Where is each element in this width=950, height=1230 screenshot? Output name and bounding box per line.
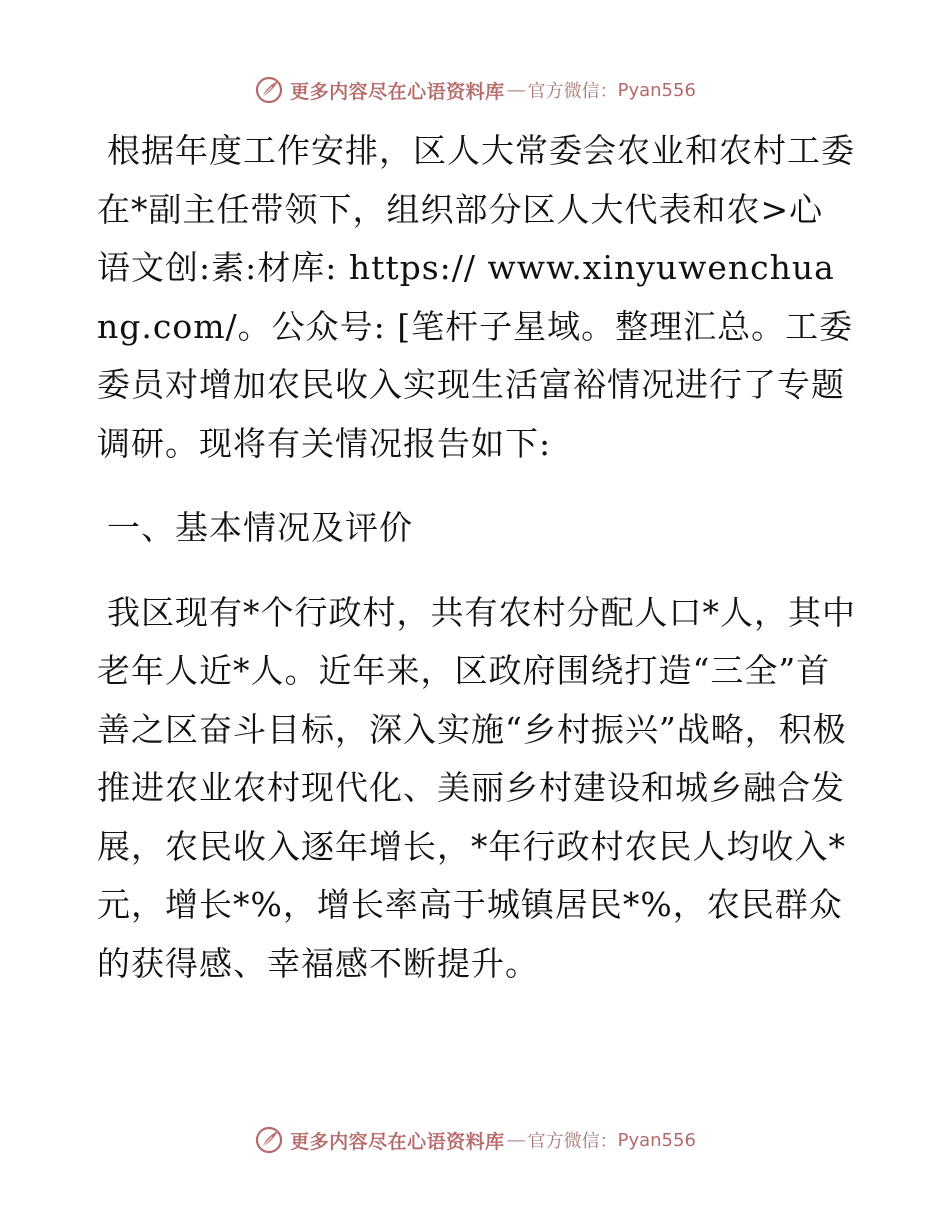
watermark-text: 更多内容尽在心语资料库 xyxy=(290,1130,505,1153)
watermark-separator: — xyxy=(506,1129,526,1151)
watermark-label: 官方微信： xyxy=(527,81,618,102)
feather-pen-circle-icon xyxy=(254,75,284,105)
watermark-account: Pyan556 xyxy=(617,79,696,101)
paragraph-intro: 根据年度工作安排，区人大常委会农业和农村工委在*副主任带领下，组织部分区人大代表和农>心语文创:素:材库: https:// www.xinyuwenchuang.com/。公众号: [笔杆子星域。整理汇总。工委委员对增加农民收入实现生活富裕情况进行了专题调研。现将有关情况报告如下: xyxy=(97,131,855,463)
watermark-label: 官方微信： xyxy=(527,1131,618,1152)
footer-watermark xyxy=(0,1120,950,1160)
paragraph-basic-situation: 我区现有*个行政村，共有农村分配人口*人，其中老年人近*人。近年来，区政府围绕打造“三全”首善之区奋斗目标，深入实施“乡村振兴”战略，积极推进农业农村现代化、美丽乡村建设和城乡融合发展，农民收入逐年增长，*年行政村农民人均收入*元，增长*%，增长率高于城镇居民*%，农民群众的获得感、幸福感不断提升。 xyxy=(97,592,856,983)
watermark-text: 更多内容尽在心语资料库 xyxy=(290,80,505,103)
section-heading: 一、基本情况及评价 xyxy=(107,508,413,547)
watermark-separator: — xyxy=(506,79,526,101)
watermark-account: Pyan556 xyxy=(617,1129,696,1151)
feather-pen-circle-icon xyxy=(254,1125,284,1155)
header-watermark xyxy=(0,70,950,110)
document-body xyxy=(97,122,857,993)
